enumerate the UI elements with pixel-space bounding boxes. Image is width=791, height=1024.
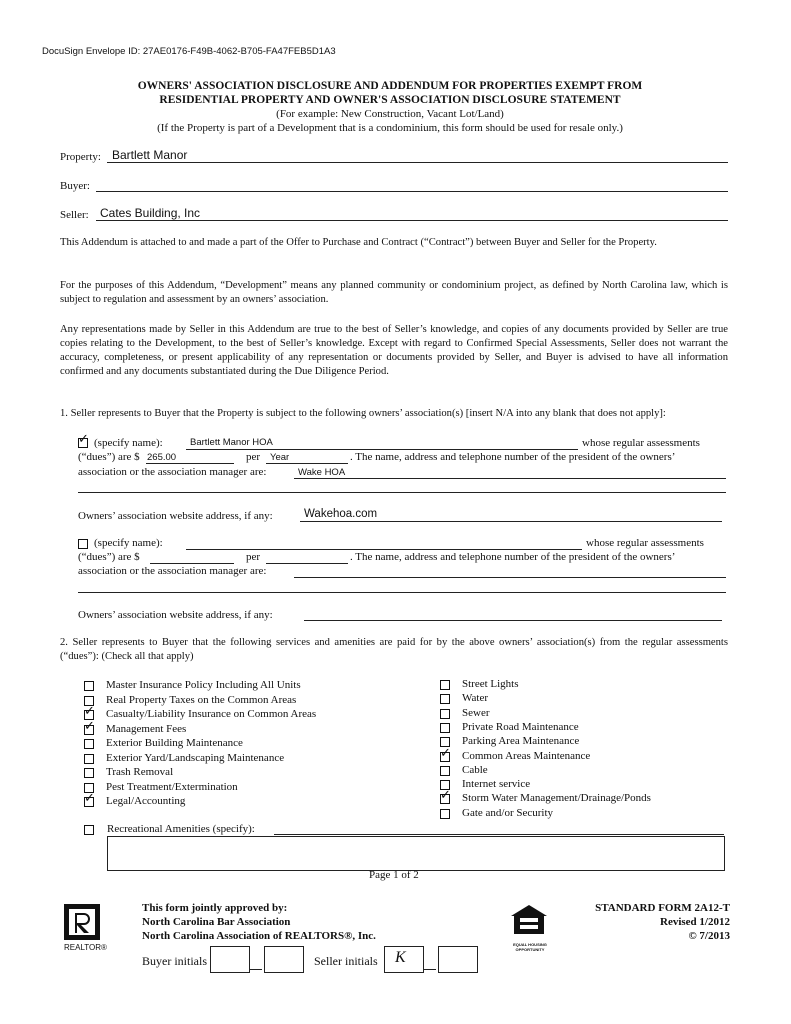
- equal-housing-text: EQUAL HOUSING OPPORTUNITY: [513, 942, 547, 952]
- amenity-right-label: Sewer: [462, 706, 490, 719]
- amenity-right-label: Storm Water Management/Drainage/Ponds: [462, 792, 651, 805]
- assoc1-dues: 265.00: [147, 452, 177, 463]
- assoc1-website-label: Owners’ association website address, if any:: [78, 510, 273, 522]
- amenity-right-checkbox[interactable]: [440, 809, 450, 819]
- section2-intro: 2. Seller represents to Buyer that the following services and amenities are paid for by the above owners’ association(s) from the regular assessments (“dues”): (Check all that apply): [60, 637, 728, 662]
- amenity-right-label: Water: [462, 692, 488, 705]
- form-title-line2: RESIDENTIAL PROPERTY AND OWNER'S ASSOCIATION DISCLOSURE STATEMENT: [159, 94, 621, 106]
- assoc1-manager-field-line2[interactable]: [78, 492, 726, 493]
- assoc2-website-label: Owners’ association website address, if any:: [78, 609, 273, 621]
- buyer-field[interactable]: [96, 191, 728, 192]
- assoc1-website-field[interactable]: [300, 521, 722, 522]
- amenity-left-label: Master Insurance Policy Including All Units: [106, 679, 301, 691]
- assoc1-period: Year: [270, 452, 290, 463]
- property-label: Property:: [60, 151, 101, 163]
- assoc2-manager-field-line2[interactable]: [78, 592, 726, 593]
- amenity-right-checkbox[interactable]: [440, 745, 451, 762]
- addendum-paragraph: This Addendum is attached to and made a part of the Offer to Purchase and Contract (“Contract”) between Buyer and Seller for the Property.: [60, 237, 657, 248]
- check-icon: ✓: [84, 718, 95, 734]
- amenity-right-label: Common Areas Maintenance: [462, 749, 591, 762]
- assoc2-per-label: per: [246, 551, 261, 563]
- seller-initials-label: Seller initials: [314, 954, 378, 968]
- assoc1-dues-label: (“dues”) are $: [78, 451, 140, 463]
- amenity-right-label: Street Lights: [462, 678, 519, 690]
- realtor-logo: [64, 904, 100, 946]
- form-number: STANDARD FORM 2A12-T: [595, 902, 730, 914]
- assoc1-checkbox[interactable]: [78, 432, 89, 448]
- assoc2-manager-label: association or the association manager are:: [78, 565, 267, 577]
- form-revised: Revised 1/2012: [660, 916, 730, 928]
- assoc2-website-field[interactable]: [304, 620, 722, 621]
- assoc1-whose: whose regular assessments: [582, 437, 700, 449]
- recreational-textarea[interactable]: [107, 836, 725, 871]
- amenity-left-checkbox[interactable]: [84, 754, 94, 764]
- assoc1-dues-field[interactable]: [146, 463, 234, 464]
- check-icon: ✓: [78, 432, 89, 447]
- assoc1-tail: . The name, address and telephone number of the president of the owners’: [350, 451, 676, 463]
- seller-value: Cates Building, Inc: [100, 206, 201, 220]
- check-icon: ✓: [84, 791, 95, 806]
- development-paragraph: For the purposes of this Addendum, “Development” means any planned community or condominium project, as defined by North Carolina law, which is subject to regulation and assessment by an owners’ association.: [60, 280, 728, 305]
- buyer-initials-separator: [250, 969, 262, 970]
- seller-label: Seller:: [60, 209, 89, 221]
- amenity-right-label: Gate and/or Security: [462, 806, 554, 819]
- recreational-checkbox[interactable]: [84, 825, 94, 835]
- amenity-right-label: Parking Area Maintenance: [462, 735, 580, 748]
- assoc1-website: Wakehoa.com: [304, 508, 378, 520]
- assoc1-manager-field[interactable]: [294, 478, 726, 479]
- seller-initials-box-1[interactable]: [384, 946, 424, 973]
- assoc2-period-field[interactable]: [266, 563, 348, 564]
- seller-field[interactable]: [96, 220, 728, 221]
- amenity-right-checkbox[interactable]: [440, 694, 450, 704]
- recreational-label: Recreational Amenities (specify):: [107, 823, 255, 835]
- amenity-left-label: Exterior Yard/Landscaping Maintenance: [106, 751, 285, 764]
- amenity-left-checkbox[interactable]: [84, 768, 94, 778]
- realtor-logo-text: REALTOR®: [64, 943, 107, 952]
- amenity-left-checkbox[interactable]: [84, 791, 95, 807]
- seller-initials-box-2[interactable]: [438, 946, 478, 973]
- amenity-right-checkbox[interactable]: [440, 680, 450, 690]
- amenity-left-checkbox[interactable]: [84, 718, 95, 735]
- assoc1-period-field[interactable]: [266, 463, 348, 464]
- recreational-field[interactable]: [274, 834, 724, 835]
- assoc1-name: Bartlett Manor HOA: [190, 437, 273, 448]
- property-field[interactable]: [107, 162, 728, 163]
- amenity-right-checkbox[interactable]: [440, 766, 450, 776]
- check-icon: ✓: [440, 745, 451, 761]
- assoc1-manager-label: association or the association manager are:: [78, 466, 267, 478]
- section1-intro: 1. Seller represents to Buyer that the Property is subject to the following owners’ association(s) [insert N/A into any blank that does not apply]:: [60, 408, 666, 419]
- amenity-left-label: Trash Removal: [106, 766, 174, 778]
- assoc2-name-field[interactable]: [186, 549, 582, 550]
- assoc1-per-label: per: [246, 451, 261, 463]
- assoc2-whose: whose regular assessments: [586, 537, 704, 549]
- check-icon: ✓: [440, 788, 451, 804]
- amenity-left-label: Real Property Taxes on the Common Areas: [106, 693, 297, 706]
- footer-approved: This form jointly approved by:: [142, 902, 288, 914]
- amenity-right-label: Cable: [462, 763, 488, 776]
- assoc1-name-field[interactable]: [186, 449, 578, 450]
- amenity-left-label: Management Fees: [106, 722, 187, 735]
- page-number: Page 1 of 2: [369, 869, 419, 881]
- form-note: (If the Property is part of a Development that is a condominium, this form should be used for resale only.): [157, 122, 623, 134]
- amenity-left-label: Pest Treatment/Extermination: [106, 780, 238, 793]
- property-value: Bartlett Manor: [112, 148, 188, 162]
- buyer-initials-box-2[interactable]: [264, 946, 304, 973]
- seller-initial-mark: K: [395, 949, 406, 966]
- form-example: (For example: New Construction, Vacant Lot/Land): [276, 108, 504, 120]
- assoc1-specify-label: (specify name):: [94, 437, 163, 449]
- footer-realtors: North Carolina Association of REALTORS®, Inc.: [142, 930, 376, 942]
- buyer-label: Buyer:: [60, 180, 90, 192]
- form-title-line1: OWNERS' ASSOCIATION DISCLOSURE AND ADDENDUM FOR PROPERTIES EXEMPT FROM: [137, 80, 643, 92]
- seller-initials-separator: [424, 969, 436, 970]
- footer-bar-association: North Carolina Bar Association: [142, 916, 291, 928]
- assoc2-checkbox[interactable]: [78, 539, 88, 549]
- buyer-initials-label: Buyer initials: [142, 954, 207, 968]
- amenity-right-checkbox[interactable]: [440, 723, 450, 733]
- amenity-left-label: Casualty/Liability Insurance on Common Areas: [106, 708, 317, 720]
- equal-housing-logo: [510, 904, 548, 938]
- check-icon: ✓: [84, 704, 95, 719]
- amenity-left-label: Legal/Accounting: [106, 795, 186, 807]
- assoc2-dues-field[interactable]: [150, 563, 234, 564]
- amenity-right-label: Private Road Maintenance: [462, 720, 579, 733]
- assoc2-dues-label: (“dues”) are $: [78, 551, 140, 563]
- form-copyright: © 7/2013: [688, 930, 730, 942]
- representations-paragraph: Any representations made by Seller in this Addendum are true to the best of Seller’s knowledge, and copies of any documents provided by Seller are true copies relating to the Development, to the best of Seller’s knowledge. Except with regard to Confirmed Special Assessments, Seller does not warrant the accuracy, completeness, or present applicability of any representation or documents provided by Seller, and Buyer is advised to have all information confirmed and any documents substantiated during the Due Diligence Period.: [60, 324, 728, 377]
- amenity-right-checkbox[interactable]: [440, 709, 450, 719]
- envelope-id: DocuSign Envelope ID: 27AE0176-F49B-4062-B705-FA47FEB5D1A3: [42, 46, 336, 57]
- assoc1-manager: Wake HOA: [298, 467, 346, 478]
- assoc2-tail: . The name, address and telephone number of the president of the owners’: [350, 551, 676, 563]
- amenity-left-label: Exterior Building Maintenance: [106, 737, 243, 749]
- amenity-left-checkbox[interactable]: [84, 739, 94, 749]
- amenity-left-checkbox[interactable]: [84, 681, 94, 691]
- amenity-right-checkbox[interactable]: [440, 788, 451, 804]
- assoc2-specify-label: (specify name):: [94, 537, 163, 549]
- assoc2-manager-field[interactable]: [294, 577, 726, 578]
- buyer-initials-box-1[interactable]: [210, 946, 250, 973]
- amenity-right-label: Internet service: [462, 778, 531, 791]
